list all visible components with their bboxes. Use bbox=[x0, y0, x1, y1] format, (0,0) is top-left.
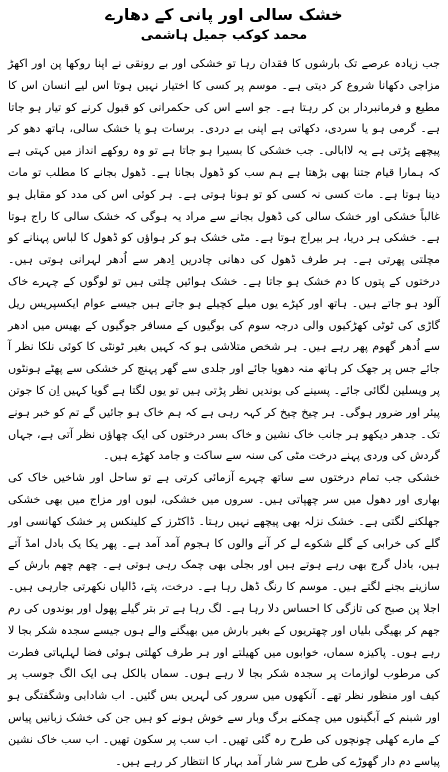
article-author: محمد کوکب جمیل ہاشمی bbox=[140, 28, 308, 43]
article-title: خشک سالی اور پانی کے دھارے bbox=[105, 5, 343, 24]
article-paragraph-2: خشکی جب تمام درختوں سے ساتھ چہرے آزمائی کرتی ہے تو ساحل اور شاخیں خاک کی بھاری اور دھول میں سر چھپاتی ہیں۔ سروں میں خشکی، لبوں اور مزاج میں بھی خشکی جھلکنے لگتی ہے۔ خشک نزلہ بھی پیچھے نہیں رہتا۔ ڈاکٹرز کے کلینکس پر خشک کھانسی اور گلے کی خرابی کے گلے شکوے لے کر آنے والوں کا ہجوم آمد آمد ہے۔ پھر یکا یک بادل امڈ آتے ہیں، بادل گرج بھی رہے ہوتے ہیں اور بجلی بھی چمک رہی ہوتی ہے۔ چھم چھم بارش کے سازینے بجنے لگتے ہیں۔ موسم کا رنگ ڈھل رہا ہے۔ درخت، پتے، ڈالیاں نکھرتی جارہی ہیں۔ اجلا پن صبح کی تازگی کا احساس دلا رہا ہے۔ لگ رہا ہے تر بتر گیلے پھول اور بوندوں کی رم جھم کر بھیگی بلیاں اور چھتریوں کے بغیر بارش میں بھیگنے والے ہوں جیسے سجدہ شکر بجا لا رہے ہوں۔ پاکیزہ سماں، خوابوں میں کھیلتے اور ہر طرف کھلتی ہوئی فضا لہلہاتی فطرت کی مرطوب لوازمات پر سجدہ شکر بجا لا رہے ہوں۔ سماں بالکل ہی ایک الگ جوسب پر کیف اور منظور نظر تھے۔ آنکھوں میں سرور کی لہریں بس گئیں۔ اب شادابی وشگفتگی ہو اور شبنم کے آبگینوں میں چمکنے برگ وبار سے خوش ہونے کو ہیں جن کی خشک زبانیں پیاس کے مارے کھلی چونچوں کی طرح رہ گئی تھیں۔ اب سب پر سکون تھیں۔ اب سب خاک نشین پیاسے دم دار گھوڑے کی طرح سر شار آمد بہار کا انتظار کر رہے ہیں۔ bbox=[8, 471, 440, 768]
article-paragraph-1: جب زیادہ عرصے تک بارشوں کا فقدان رہا تو خشکی اور بے رونقی نے اپنا روکھا پن اور اکھڑ مزاجی دکھانا شروع کر دیتی ہے۔ موسم پر کسی کا اختیار نہیں ہوتا اس لیے انسان اس کا مطیع و فرمانبردار بن کر رہتا ہے۔ جو اسے اس کی حکمرانی کو قبول کرنے کو تیار ہو جاتا ہے۔ گرمی ہو یا سردی، دکھاتی ہے اپنی بے دردی۔ برسات ہو یا خشک سالی، ہاتھ دھو کر پیچھے پڑتی ہے یہ لاابالی۔ جب خشکی کا بسیرا ہو جاتا ہے تو وہ روکھے انداز میں کہتی ہے کہ ہمارا قیام جتنا بھی بڑھتا ہے ہم سب کو ڈھول بجانا ہے۔ ڈھول بجانے کا مطلب تو مات دینا ہوتا ہے۔ مات کسی نہ کسی کو تو ہونا ہوتی ہے۔ ہر کوئی اس کی مدد کو مقابل ہو غالباً خشکی اور خشک سالی کی ڈھول بجانے سے مراد یہ ہوگی کہ خشک سالی کا راج ہوتا ہے۔ خشکی ہر دریا، ہر بیراج ہوتا ہے۔ مٹی خشک ہو کر ہواؤں کو ڈھول کا لباس پہنانے کو مچلتی پھرتی ہے۔ ہر طرف ڈھول کی دھانی چادریں اِدھر سے اُدھر لہرانی ہوتی ہیں۔ درختوں کے پتوں کا دم خشک ہو جاتا ہے۔ خشک ہوائیں چلتی ہیں تو لوگوں کے چہرے خاک آلود ہو جاتے ہیں۔ ہاتھ اور کپڑے یوں میلے کچیلے ہو جاتے ہیں جیسے عوام ایکسپریس ریل گاڑی کی ٹوٹی کھڑکیوں والی درجہ سوم کی بوگیوں کے مسافر جوگیوں کے بھیس میں ادھر سے اُدھر گھوم پھر رہے ہیں۔ ہر شخص متلاشی ہو کہ کہیں بغیر ٹونٹی کا کوئی نلکا نظر آ جائے جس پر جھک کر ہاتھ منہ دھویا جائے اور جلدی سے گھر پہنچ کر خشکی سے پھٹے ہونٹوں پر ویسلین لگائی جائے۔ پسینے کی بوندیں نظر پڑتی ہیں تو یوں لگتا ہے گویا کہیں اِن کا جوتن پیئر اور ضرور ہوگی۔ ہر چیخ چیخ کر کہہ رہی ہے کہ ہم خاک ہو جائیں گے تم کو خبر ہونے تک۔ جدھر دیکھو ہر جانب خاک نشین و خاک بسر درختوں کی ایک چھاؤں نظر آتی ہے، جہاں گردش کی وردی پہنے درخت مٹی کی سنہ سے ساکت و جامد کھڑے ہیں۔ bbox=[8, 57, 440, 463]
article bbox=[8, 4, 440, 768]
